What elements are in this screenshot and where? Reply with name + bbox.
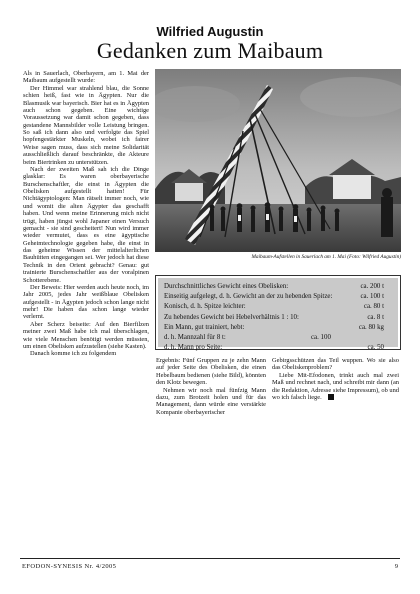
box-row-label: Einseitig aufgelegt, d. h. Gewicht an der zu hebenden Spitze: [164, 293, 333, 301]
box-row [164, 333, 392, 343]
box-row [164, 302, 392, 312]
box-row-value: ca. 80 kg [358, 323, 384, 331]
article-title: Gedanken zum Maibaum [96, 38, 324, 63]
box-row-label: d. h. Mannzahl für 8 t: [164, 333, 226, 341]
paragraph: Der Himmel war strahlend blau, die Sonne schien heiß, fast wie in Ägypten. Nur die Blasmusik war bayerisch. Bier hat es in Ägypten auch schon gegeben. Eine wichtige Voraussetzung war damit schon gegeben, dass gestandene Mannsbilder volle Leistung bringen. So saß ich dann also und verfolgte das Spiel hopfengestärkter Muskeln, wobei ich fairer Weise sagen muss, dass sich meine Solidarität ausschließlich darauf beschränkte, die Akteure beim Biertrinken zu unterstützen. [23, 84, 149, 166]
paragraph: Der Beweis: Hier werden auch heute noch, im Jahr 2005, jedes Jahr weißblaue Obelisken aufgestellt - in Ägypten jedoch schon lange nicht mehr! Die haben das schon lange wieder verlernt. [23, 283, 149, 321]
article-column-3 [272, 357, 399, 401]
box-row-value: ca. 50 [367, 344, 384, 352]
paragraph: Aber Scherz beiseite: Auf den Bierfilzen meiner zwei Maß habe ich mal überschlagen, wie viele Menschen benötigt werden müssten, um einen Obelisken aufzustellen (siehe Kasten). [23, 320, 149, 350]
article-column-2 [156, 357, 266, 416]
box-row-value: ca. 80 t [363, 303, 384, 311]
footer-publication: EFODON-SYNESIS Nr. 4/2005 [22, 563, 117, 570]
box-row [164, 343, 392, 353]
footer-rule [20, 558, 400, 559]
maibaum-photo [155, 69, 401, 252]
box-row-mid: ca. 100 [311, 333, 331, 341]
box-row [164, 313, 392, 323]
box-row [164, 292, 392, 302]
box-row-label: Ein Mann, gut trainiert, hebt: [164, 323, 245, 331]
box-row-label: Durchschnittliches Gewicht eines Obelisken: [164, 283, 289, 290]
paragraph: Nach der zweiten Maß sah ich die Dinge glasklar: Es waren oberbayerische Burschenschaftler, die einst in Ägypten die Obelisken aufgestellt hatten! Für Nichtägyptologen: Man rätselt immer noch, wie und womit die alten Ägypter das geschafft haben. Und wenn meine Erinnerung mich nicht trügt, haben jüngst wohl Japaner einen Versuch gemacht - sie sind gescheitert! Nun wird immer wieder vermutet, dass es eine ägyptische Geheimtechnologie gegeben habe, die einst in das geheime Wissen der mittelalterlichen Bauhütten eingegangen sei. Wer jedoch hat diese Technik in den Orient gebracht? Genau: gut trainierte Burschenschaftler aus der voralpinen Schotterebene. [23, 165, 149, 284]
box-row-label: Zu hebendes Gewicht bei Hebelverhältnis 1 : 10: [164, 313, 299, 321]
paragraph: Ergebnis: Fünf Gruppen zu je zehn Mann auf jeder Seite des Obelisken, die einen Hebelbaum bedienen (siehe Bild), könnten den Klotz bewegen. [156, 357, 266, 387]
box-row [164, 323, 392, 333]
paragraph: Als in Sauerlach, Oberbayern, am 1. Mai der Maibaum aufgestellt wurde: [23, 70, 149, 85]
box-row-value: ca. 100 t [360, 293, 384, 301]
paragraph: Danach komme ich zu folgendem [30, 350, 117, 358]
box-row [164, 282, 392, 292]
box-row-value: ca. 8 t [367, 313, 384, 321]
box-row-label: d. h. Mann pro Seite: [164, 344, 223, 352]
paragraph: Nehmen wir noch mal fünfzig Mann dazu, zum Brotzeit holen und für das Management, dann würde eine verstärkte Kompanie oberbayerischer [156, 386, 266, 416]
photo-caption: Maibaum-Aufstellen in Sauerlach am 1. Mai (Foto: Wilfried Augustin) [251, 254, 401, 260]
box-row-value: ca. 200 t [360, 283, 384, 290]
end-of-article-square-icon [328, 394, 334, 400]
calculation-box [155, 275, 401, 350]
box-row-label: Konisch, d. h. Spitze leichter: [164, 303, 246, 311]
page-number: 9 [394, 563, 398, 570]
paragraph [272, 372, 399, 402]
paragraph-text: Liebe Mit-Efodonen, trinkt auch mal zwei Maß und rechnet nach, und schreibt mir dann (an die Redaktion, Adresse siehe Impressum), ob und wo ich falsch liege. [272, 371, 399, 401]
calculation-box-content [158, 278, 398, 352]
author-name: Wilfried Augustin [156, 24, 264, 39]
paragraph: Gebirgsschützen das Teil wuppen. Wo sie also das Obeliskenproblem? [272, 357, 399, 372]
article-column-1 [23, 70, 149, 358]
